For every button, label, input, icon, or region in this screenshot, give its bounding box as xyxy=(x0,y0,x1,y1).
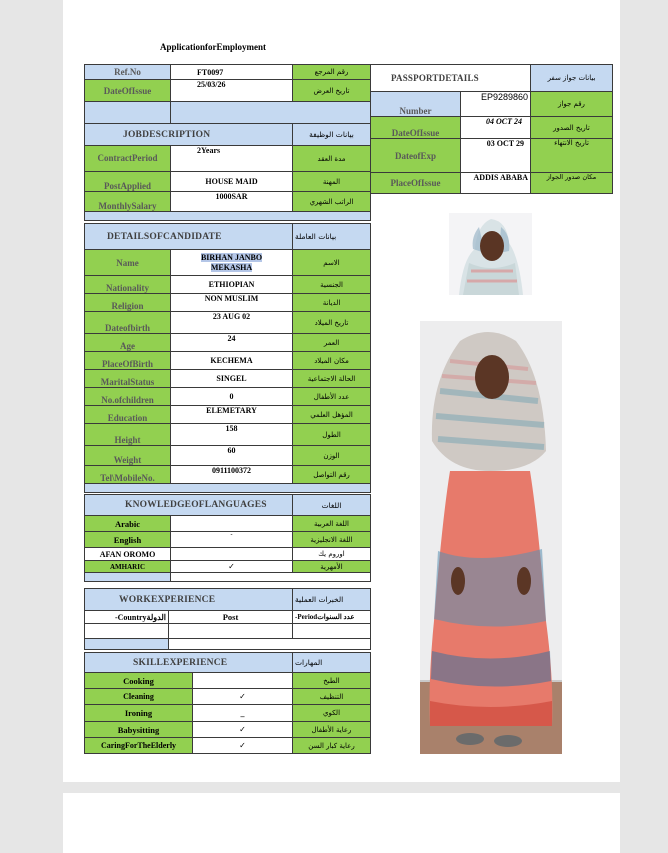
skills-section-ar: المهارات xyxy=(293,653,371,673)
passport-issue-label: DateOfIssue xyxy=(371,117,461,139)
candidate-row-value: 23 AUG 02 xyxy=(171,312,293,334)
full-body-illustration xyxy=(420,321,562,754)
post-value: HOUSE MAID xyxy=(171,172,293,192)
skill-value: ✓ xyxy=(193,738,293,754)
passport-issue-ar: تاريخ الصدور xyxy=(531,117,613,139)
skill-ar: الكوي xyxy=(293,705,371,722)
candidate-row-ar: الاسم xyxy=(293,250,371,276)
work-cell xyxy=(85,624,169,639)
candidate-row-label: Dateofbirth xyxy=(85,312,171,334)
skill-ar: رعاية كبار السن xyxy=(293,738,371,754)
skill-value: ✓ xyxy=(193,722,293,738)
language-value xyxy=(171,516,293,532)
ref-label: Ref.No xyxy=(85,65,171,80)
skill-label: CaringForTheElderly xyxy=(85,738,193,754)
skill-value xyxy=(193,673,293,689)
candidate-row-ar: تاريخ الميلاد xyxy=(293,312,371,334)
issue-ar: تاريخ العرض xyxy=(293,80,371,102)
language-label: English xyxy=(85,532,171,548)
candidate-row-ar: الديانة xyxy=(293,294,371,312)
passport-place-ar: مكان صدور الجواز xyxy=(531,173,613,194)
passport-exp-label: DateofExp xyxy=(371,139,461,173)
contract-ar: مدة العقد xyxy=(293,146,371,172)
passport-number-ar: رقم جواز xyxy=(531,92,613,117)
work-section-title: WORKEXPERIENCE xyxy=(85,589,293,611)
passport-table xyxy=(370,64,613,194)
passport-exp-value: 03 OCT 29 xyxy=(461,139,531,173)
candidate-row-label: Height xyxy=(85,424,171,446)
candidate-row-label: Tel\MobileNo. xyxy=(85,466,171,484)
candidate-table xyxy=(84,223,371,493)
language-label: Arabic xyxy=(85,516,171,532)
salary-value: 1000SAR xyxy=(171,192,293,212)
candidate-row-label: PlaceOfBirth xyxy=(85,352,171,370)
blank-cell xyxy=(85,102,171,124)
candidate-row-value: 0 xyxy=(171,388,293,406)
candidate-row-label: Religion xyxy=(85,294,171,312)
spacer-row xyxy=(169,639,371,650)
skill-label: Cooking xyxy=(85,673,193,689)
candidate-row-value: BIRHAN JANBO MEKASHA xyxy=(200,252,263,272)
post-ar: المهنة xyxy=(293,172,371,192)
candidate-row-value: NON MUSLIM xyxy=(171,294,293,312)
language-ar: اللغة الانجليزية xyxy=(293,532,371,548)
skills-table xyxy=(84,652,371,754)
language-ar: الأمهرية xyxy=(293,561,371,573)
candidate-row-value: ETHIOPIAN xyxy=(171,276,293,294)
spacer-row xyxy=(85,212,371,221)
spacer-row xyxy=(85,573,171,582)
candidate-row-value: 24 xyxy=(171,334,293,352)
blank-cell xyxy=(171,102,371,124)
candidate-row-label: No.ofchildren xyxy=(85,388,171,406)
skill-label: Cleaning xyxy=(85,689,193,705)
work-col-period: -Periodعدد السنوات xyxy=(293,611,371,624)
candidate-row-value: KECHEMA xyxy=(171,352,293,370)
skill-ar: التنظيف xyxy=(293,689,371,705)
job-section-ar: بيانات الوظيفة xyxy=(293,124,371,146)
contract-label: ContractPeriod xyxy=(85,146,171,172)
work-cell xyxy=(169,624,293,639)
candidate-row-label: Weight xyxy=(85,446,171,466)
portrait-photo xyxy=(449,213,532,295)
issue-label: DateOfIssue xyxy=(85,80,171,102)
passport-number-value: EP9289860 xyxy=(461,92,531,117)
issue-value: 25/03/26 xyxy=(171,80,293,102)
salary-label: MonthlySalary xyxy=(85,192,171,212)
document-title: ApplicationforEmployment xyxy=(160,42,267,52)
next-page xyxy=(63,793,620,853)
job-section-title: JOBDESCRIPTION xyxy=(85,124,293,146)
candidate-row-ar: الطول xyxy=(293,424,371,446)
candidate-row-label: Age xyxy=(85,334,171,352)
work-col-country: -Countryالدولة xyxy=(85,611,169,624)
passport-place-value: ADDIS ABABA xyxy=(461,173,531,194)
candidate-row-ar: رقم التواصل xyxy=(293,466,371,484)
candidate-row-value: ELEMETARY xyxy=(171,406,293,424)
work-col-post: Post xyxy=(169,611,293,624)
language-ar: اللغة العربية xyxy=(293,516,371,532)
candidate-row-ar: عدد الأطفال xyxy=(293,388,371,406)
candidate-row-ar: المؤهل العلمي xyxy=(293,406,371,424)
language-value: ✓ xyxy=(171,561,293,573)
skills-section-title: SKILLEXPERIENCE xyxy=(85,653,293,673)
candidate-row-ar: الجنسية xyxy=(293,276,371,294)
candidate-row-ar: الوزن xyxy=(293,446,371,466)
language-value: - xyxy=(171,532,293,548)
job-table xyxy=(84,64,371,221)
passport-number-label: Number xyxy=(371,92,461,117)
candidate-row-value: 158 xyxy=(171,424,293,446)
candidate-row-label: Nationality xyxy=(85,276,171,294)
work-section-ar: الخبرات العملية xyxy=(293,589,371,611)
spacer-row xyxy=(171,573,371,582)
candidate-row-ar: مكان الميلاد xyxy=(293,352,371,370)
skill-value: ✓ xyxy=(193,689,293,705)
candidate-row-value: 60 xyxy=(171,446,293,466)
work-table xyxy=(84,588,371,650)
post-label: PostApplied xyxy=(85,172,171,192)
language-label: AFAN OROMO xyxy=(85,548,171,561)
passport-place-label: PlaceOfIssue xyxy=(371,173,461,194)
ref-value: FT0097 xyxy=(171,65,293,80)
candidate-section-ar: بيانات العاملة xyxy=(293,224,371,250)
skill-value: _ xyxy=(193,705,293,722)
language-value xyxy=(171,548,293,561)
salary-ar: الراتب الشهري xyxy=(293,192,371,212)
skill-label: Babysitting xyxy=(85,722,193,738)
work-cell xyxy=(293,624,371,639)
portrait-illustration xyxy=(449,213,532,295)
candidate-row-label: Education xyxy=(85,406,171,424)
candidate-row-value: 0911100372 xyxy=(171,466,293,484)
full-body-photo xyxy=(420,321,562,754)
language-label: AMHARIC xyxy=(85,561,171,573)
passport-issue-value: 04 OCT 24 xyxy=(461,117,531,139)
passport-section-ar: بيانات جواز سفر xyxy=(531,65,613,92)
skill-label: Ironing xyxy=(85,705,193,722)
candidate-row-label: Name xyxy=(85,250,171,276)
candidate-row-ar: العمر xyxy=(293,334,371,352)
passport-exp-ar: تاريخ الانتهاء xyxy=(531,139,613,173)
ref-ar: رقم المرجع xyxy=(293,65,371,80)
spacer-row xyxy=(85,484,371,493)
candidate-row-label: MaritalStatus xyxy=(85,370,171,388)
skill-ar: الطبخ xyxy=(293,673,371,689)
contract-value: 2Years xyxy=(171,146,293,172)
candidate-section-title: DETAILSOFCANDIDATE xyxy=(85,224,293,250)
candidate-row-ar: الحالة الاجتماعية xyxy=(293,370,371,388)
languages-table xyxy=(84,494,371,582)
skill-ar: رعاية الأطفال xyxy=(293,722,371,738)
languages-section-title: KNOWLEDGEOFLANGUAGES xyxy=(85,495,293,516)
passport-section-title: PASSPORTDETAILS xyxy=(371,65,531,92)
candidate-row-value: SINGEL xyxy=(171,370,293,388)
languages-section-ar: اللغات xyxy=(293,495,371,516)
spacer-row xyxy=(85,639,169,650)
language-ar: اوروم يك xyxy=(293,548,371,561)
